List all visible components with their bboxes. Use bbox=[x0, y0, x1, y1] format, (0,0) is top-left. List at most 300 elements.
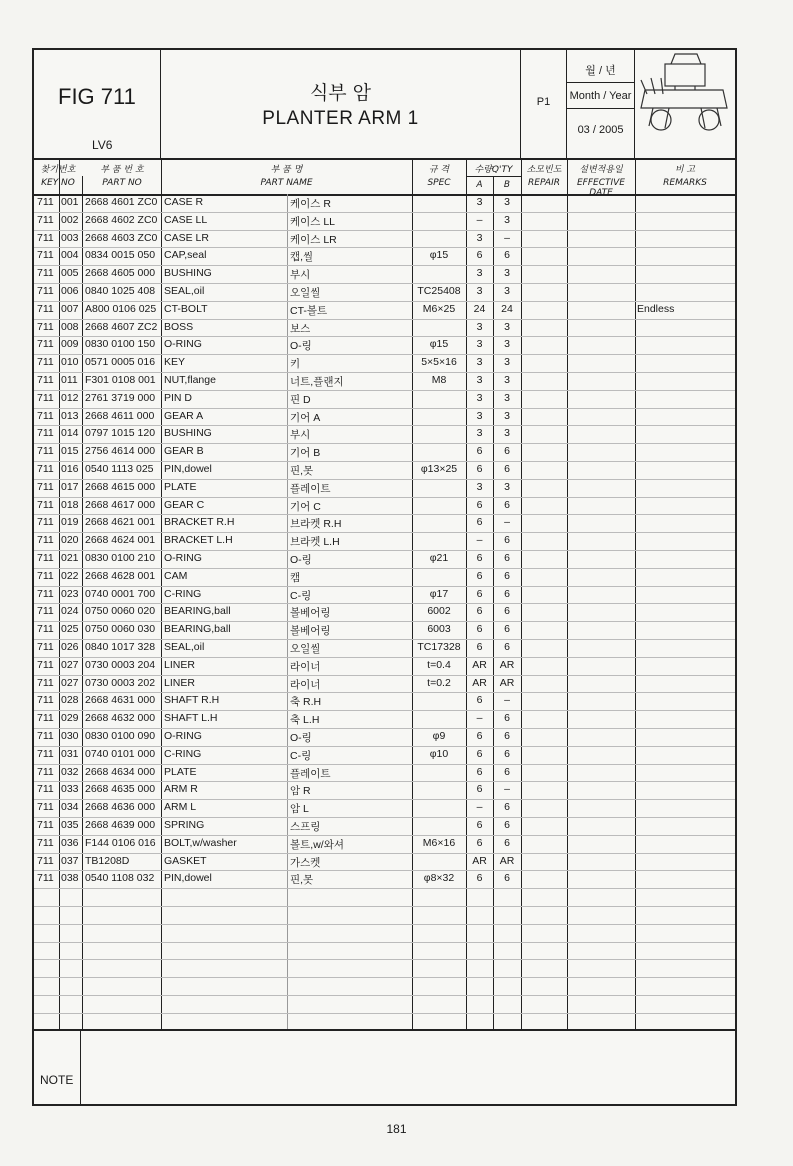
cell-qty-b: 3 bbox=[504, 427, 510, 440]
cell-part-name: PLATE bbox=[164, 480, 197, 493]
cell-qty-a: 6 bbox=[476, 747, 483, 760]
cell-part-name: SEAL,oil bbox=[164, 285, 205, 297]
cell-qty-b: 3 bbox=[504, 374, 510, 386]
table-row bbox=[34, 924, 735, 943]
cell-key: 711 bbox=[37, 552, 54, 564]
cell-part-name-ko: C-링 bbox=[290, 749, 312, 762]
cell-key-sub: 004 bbox=[61, 249, 79, 262]
cell-qty-a: 3 bbox=[476, 196, 483, 208]
cell-key-sub: 031 bbox=[61, 747, 79, 760]
cell-part-name-ko: 브라켓 R.H bbox=[290, 518, 342, 531]
cell-qty-b: 3 bbox=[504, 356, 510, 369]
cell-qty-a: AR bbox=[472, 658, 487, 671]
cell-part-name-ko: 라이너 bbox=[290, 660, 321, 673]
cell-part-name: O-RING bbox=[164, 730, 202, 742]
cell-part-name: C-RING bbox=[164, 747, 202, 760]
cell-qty-a: 3 bbox=[476, 267, 483, 280]
cell-qty-b: 6 bbox=[504, 445, 510, 458]
cell-qty-b: – bbox=[504, 231, 510, 244]
cell-part-no: 0834 0015 050 bbox=[85, 249, 156, 262]
cell-qty-a: 6 bbox=[476, 569, 483, 582]
cell-key: 711 bbox=[37, 872, 54, 885]
cell-part-no: 2761 3719 000 bbox=[85, 391, 156, 404]
cell-part-no: 0730 0003 202 bbox=[85, 676, 156, 689]
cell-part-name-ko: CT-볼트 bbox=[290, 304, 328, 317]
cell-remarks: Endless bbox=[637, 302, 675, 315]
cell-part-name-ko: 케이스 R bbox=[290, 198, 331, 210]
cell-qty-b: 6 bbox=[504, 641, 510, 653]
title-english: PLANTER ARM 1 bbox=[262, 108, 419, 129]
cell-part-no: 0750 0060 020 bbox=[85, 605, 156, 618]
table-row bbox=[34, 870, 735, 889]
cell-spec: M6×25 bbox=[422, 302, 456, 315]
cell-spec: M8 bbox=[431, 374, 447, 386]
cell-part-no: 0540 1108 032 bbox=[85, 872, 155, 885]
cell-qty-b: 3 bbox=[504, 391, 510, 404]
cell-qty-a: – bbox=[476, 534, 483, 547]
cell-key: 711 bbox=[37, 498, 54, 511]
cell-key: 711 bbox=[37, 694, 54, 707]
part-name-header-ko: 부 품 명 bbox=[270, 165, 303, 175]
table-row bbox=[34, 550, 735, 569]
cell-spec: φ8×32 bbox=[423, 872, 455, 885]
cell-key: 711 bbox=[37, 302, 54, 315]
cell-key-sub: 005 bbox=[61, 267, 79, 280]
cell-part-name: GEAR A bbox=[164, 409, 204, 422]
repair-header: REPAIR bbox=[528, 178, 560, 188]
cell-qty-a: 6 bbox=[476, 463, 483, 475]
cell-key-sub: 035 bbox=[61, 819, 79, 831]
cell-part-no: 2668 4602 ZC0 bbox=[85, 213, 158, 226]
cell-part-name-ko: O-링 bbox=[290, 340, 312, 353]
cell-part-no: A800 0106 025 bbox=[85, 302, 157, 315]
table-row bbox=[34, 692, 735, 711]
cell-key: 711 bbox=[37, 409, 54, 422]
table-row bbox=[34, 888, 735, 907]
page-box bbox=[521, 50, 567, 158]
cell-spec: 6003 bbox=[427, 623, 451, 636]
cell-key-sub: 021 bbox=[61, 552, 79, 564]
cell-qty-a: 3 bbox=[476, 285, 483, 297]
cell-qty-b: 6 bbox=[504, 623, 510, 636]
cell-key-sub: 008 bbox=[61, 320, 79, 333]
cell-qty-a: 6 bbox=[476, 552, 483, 564]
cell-qty-b: 6 bbox=[504, 605, 510, 618]
table-row bbox=[34, 764, 735, 783]
cell-key-sub: 003 bbox=[61, 231, 79, 244]
cell-spec: 5×5×16 bbox=[421, 356, 457, 369]
cell-qty-b: 6 bbox=[504, 819, 510, 831]
key-no-header: KEY NO bbox=[41, 178, 75, 188]
cell-qty-a: AR bbox=[472, 854, 487, 867]
cell-key-sub: 038 bbox=[61, 872, 79, 885]
cell-part-no: F144 0106 016 bbox=[85, 836, 156, 849]
title-box bbox=[161, 50, 521, 158]
cell-part-name-ko: 브라켓 L.H bbox=[290, 536, 340, 549]
cell-part-name-ko: 볼트,w/와셔 bbox=[290, 838, 344, 851]
cell-part-name: C-RING bbox=[164, 587, 202, 600]
cell-qty-b: 6 bbox=[504, 569, 510, 582]
effective-date-header-ko: 설변적용일 bbox=[579, 165, 623, 175]
part-name-header: PART NAME bbox=[260, 178, 313, 188]
cell-key: 711 bbox=[37, 712, 54, 725]
cell-qty-a: 6 bbox=[476, 587, 483, 600]
cell-qty-b: 6 bbox=[504, 872, 510, 885]
cell-key: 711 bbox=[37, 819, 54, 831]
cell-qty-a: 6 bbox=[476, 623, 483, 636]
cell-qty-a: 6 bbox=[476, 836, 483, 849]
cell-qty-b: 3 bbox=[504, 480, 510, 493]
cell-part-no: 2668 4621 001 bbox=[85, 516, 156, 529]
cell-qty-b: 6 bbox=[504, 747, 510, 760]
cell-part-no: F301 0108 001 bbox=[85, 374, 156, 386]
cell-spec: φ21 bbox=[429, 552, 449, 564]
cell-qty-a: 6 bbox=[476, 694, 483, 707]
cell-key-sub: 015 bbox=[61, 445, 79, 458]
cell-spec: φ15 bbox=[429, 249, 449, 262]
cell-qty-b: 3 bbox=[504, 320, 510, 333]
cell-qty-a: 3 bbox=[476, 391, 483, 404]
cell-key-sub: 029 bbox=[61, 712, 79, 725]
cell-key: 711 bbox=[37, 463, 54, 475]
figure-box bbox=[34, 50, 161, 158]
table-row bbox=[34, 977, 735, 996]
cell-part-name-ko: 기어 C bbox=[290, 500, 321, 513]
rice-transplanter-icon bbox=[635, 50, 735, 158]
cell-part-no: 2668 4634 000 bbox=[85, 765, 156, 778]
spec-header-ko: 규 격 bbox=[428, 165, 450, 175]
cell-key-sub: 012 bbox=[61, 391, 79, 404]
cell-key-sub: 007 bbox=[61, 302, 79, 315]
cell-part-no: 2668 4635 000 bbox=[85, 783, 156, 796]
cell-qty-b: 6 bbox=[504, 801, 510, 814]
part-no-header: PART NO bbox=[102, 178, 142, 188]
table-row bbox=[34, 194, 735, 213]
cell-key: 711 bbox=[37, 516, 54, 529]
cell-qty-a: 6 bbox=[476, 872, 483, 885]
cell-part-no: 2668 4611 000 bbox=[85, 409, 155, 422]
cell-spec: φ9 bbox=[432, 730, 446, 742]
cell-qty-b: 6 bbox=[504, 765, 510, 778]
table-row bbox=[34, 514, 735, 533]
table-row bbox=[34, 586, 735, 605]
cell-part-name-ko: 오일씰 bbox=[290, 643, 321, 655]
cell-part-name-ko: 캠 bbox=[290, 571, 301, 584]
cell-key: 711 bbox=[37, 569, 54, 582]
cell-qty-b: 3 bbox=[504, 267, 510, 280]
cell-part-name-ko: 부시 bbox=[290, 429, 311, 442]
cell-part-name-ko: 너트,플랜지 bbox=[290, 376, 344, 388]
cell-part-no: 2668 4607 ZC2 bbox=[85, 320, 158, 333]
cell-key: 711 bbox=[37, 480, 54, 493]
table-row bbox=[34, 746, 735, 765]
cell-part-name: PIN,dowel bbox=[164, 463, 212, 475]
note-label: NOTE bbox=[40, 1073, 74, 1087]
page-number: 181 bbox=[386, 1122, 407, 1136]
cell-spec: φ15 bbox=[429, 338, 449, 351]
cell-key-sub: 010 bbox=[61, 356, 79, 369]
cell-spec: φ17 bbox=[429, 587, 449, 600]
effective-date-header: EFFECTIVE DATE bbox=[576, 178, 625, 198]
table-row bbox=[34, 621, 735, 640]
cell-key-sub: 027 bbox=[61, 676, 79, 689]
cell-qty-a: 3 bbox=[476, 480, 483, 493]
cell-part-no: 2668 4632 000 bbox=[85, 712, 156, 725]
table-row bbox=[34, 853, 735, 872]
cell-part-name: PIN,dowel bbox=[164, 872, 212, 885]
cell-spec: M6×16 bbox=[422, 836, 456, 849]
model-code: LV6 bbox=[92, 138, 113, 152]
cell-qty-b: 24 bbox=[501, 302, 513, 315]
cell-part-name: BOSS bbox=[164, 320, 194, 333]
cell-part-no: 2668 4631 000 bbox=[85, 694, 156, 707]
cell-part-name-ko: 축 R.H bbox=[290, 696, 322, 709]
cell-key: 711 bbox=[37, 427, 54, 440]
key-no-header-ko: 찾기번호 bbox=[40, 165, 76, 175]
note-section bbox=[34, 1029, 735, 1106]
cell-part-no: 0740 0101 000 bbox=[85, 747, 156, 760]
table-row bbox=[34, 942, 735, 961]
cell-part-name: SPRING bbox=[164, 819, 205, 831]
page-code: P1 bbox=[536, 96, 551, 108]
cell-qty-a: 3 bbox=[476, 338, 483, 351]
cell-qty-a: 6 bbox=[476, 498, 483, 511]
cell-key: 711 bbox=[37, 605, 54, 618]
cell-part-name: BEARING,ball bbox=[164, 623, 231, 636]
table-row bbox=[34, 408, 735, 427]
remarks-header-ko: 비 고 bbox=[674, 165, 696, 175]
cell-key: 711 bbox=[37, 267, 54, 280]
cell-qty-b: 3 bbox=[504, 196, 510, 208]
cell-key: 711 bbox=[37, 231, 54, 244]
cell-part-name-ko: 핀,못 bbox=[290, 465, 314, 477]
cell-key-sub: 022 bbox=[61, 569, 79, 582]
table-row bbox=[34, 230, 735, 249]
cell-part-name: BRACKET R.H bbox=[164, 516, 235, 529]
cell-qty-b: 6 bbox=[504, 249, 510, 262]
sheet-header bbox=[34, 50, 735, 160]
cell-key-sub: 002 bbox=[61, 213, 79, 226]
cell-key: 711 bbox=[37, 445, 54, 458]
cell-part-no: 2668 4605 000 bbox=[85, 267, 156, 280]
cell-key: 711 bbox=[37, 747, 54, 760]
table-row bbox=[34, 425, 735, 444]
cell-part-name: GASKET bbox=[164, 854, 207, 867]
cell-part-name-ko: 암 R bbox=[290, 785, 311, 798]
cell-part-name-ko: 볼베어링 bbox=[290, 625, 331, 638]
cell-key-sub: 027 bbox=[61, 658, 79, 671]
cell-part-name-ko: 플레이트 bbox=[290, 767, 331, 780]
cell-key: 711 bbox=[37, 285, 54, 297]
cell-part-name: BRACKET L.H bbox=[164, 534, 233, 547]
cell-part-name: LINER bbox=[164, 658, 195, 671]
cell-qty-a: 3 bbox=[476, 356, 483, 369]
cell-part-name-ko: 키 bbox=[290, 358, 301, 371]
cell-qty-a: 24 bbox=[473, 302, 486, 315]
cell-part-no: 0750 0060 030 bbox=[85, 623, 156, 636]
cell-key-sub: 011 bbox=[61, 374, 78, 386]
cell-part-no: 0830 0100 210 bbox=[85, 552, 156, 564]
table-row bbox=[34, 995, 735, 1014]
cell-part-name-ko: 기어 B bbox=[290, 447, 321, 460]
cell-key: 711 bbox=[37, 196, 54, 208]
cell-qty-a: 6 bbox=[476, 641, 483, 653]
cell-key-sub: 009 bbox=[61, 338, 79, 351]
cell-qty-a: – bbox=[476, 213, 483, 226]
table-row bbox=[34, 799, 735, 818]
cell-key-sub: 001 bbox=[61, 196, 79, 208]
table-row bbox=[34, 443, 735, 462]
cell-qty-a: 6 bbox=[476, 783, 483, 796]
cell-key: 711 bbox=[37, 587, 54, 600]
cell-part-name: ARM R bbox=[164, 783, 198, 796]
cell-spec: φ10 bbox=[429, 747, 449, 760]
cell-key: 711 bbox=[37, 213, 54, 226]
cell-key-sub: 019 bbox=[61, 516, 79, 529]
cell-part-name: CAP,seal bbox=[164, 249, 207, 262]
cell-key: 711 bbox=[37, 730, 54, 742]
cell-qty-b: 3 bbox=[504, 213, 510, 226]
cell-spec: φ13×25 bbox=[420, 463, 458, 475]
cell-part-name: CASE LL bbox=[164, 213, 208, 226]
cell-spec: TC17328 bbox=[417, 641, 461, 653]
cell-key: 711 bbox=[37, 623, 54, 636]
table-row bbox=[34, 247, 735, 266]
cell-part-name: LINER bbox=[164, 676, 195, 689]
cell-qty-b: AR bbox=[499, 854, 515, 867]
table-row bbox=[34, 479, 735, 498]
cell-key-sub: 036 bbox=[61, 836, 79, 849]
table-row bbox=[34, 265, 735, 284]
cell-part-name: BUSHING bbox=[164, 427, 212, 440]
cell-key: 711 bbox=[37, 338, 54, 351]
cell-part-no: 0540 1113 025 bbox=[85, 463, 154, 475]
table-row bbox=[34, 372, 735, 391]
cell-key: 711 bbox=[37, 658, 54, 671]
cell-part-name-ko: 보스 bbox=[290, 322, 311, 335]
cell-key: 711 bbox=[37, 320, 54, 333]
cell-key-sub: 030 bbox=[61, 730, 79, 742]
cell-part-no: 2668 4601 ZC0 bbox=[85, 196, 158, 208]
cell-part-no: 2668 4628 001 bbox=[85, 569, 156, 582]
cell-part-name: CASE R bbox=[164, 196, 204, 208]
table-row bbox=[34, 212, 735, 231]
cell-qty-b: 6 bbox=[504, 463, 510, 475]
cell-key: 711 bbox=[37, 374, 54, 386]
cell-part-name-ko: C-링 bbox=[290, 589, 312, 602]
cell-part-name-ko: 볼베어링 bbox=[290, 607, 331, 620]
cell-qty-a: – bbox=[476, 801, 483, 814]
cell-part-name: GEAR B bbox=[164, 445, 204, 458]
table-row bbox=[34, 639, 735, 658]
qty-a-header: A bbox=[476, 180, 483, 190]
cell-key: 711 bbox=[37, 356, 54, 369]
cell-part-name: PIN D bbox=[164, 391, 193, 404]
cell-spec: t=0.2 bbox=[427, 676, 451, 689]
cell-key-sub: 025 bbox=[61, 623, 79, 636]
cell-part-no: 2668 4624 001 bbox=[85, 534, 156, 547]
cell-part-no: 0740 0001 700 bbox=[85, 587, 156, 600]
cell-key: 711 bbox=[37, 783, 54, 796]
repair-header-ko: 소모빈도 bbox=[526, 165, 562, 175]
cell-part-no: 2756 4614 000 bbox=[85, 445, 156, 458]
cell-spec: 6002 bbox=[427, 605, 451, 618]
cell-part-name: GEAR C bbox=[164, 498, 205, 511]
cell-part-name-ko: 가스켓 bbox=[290, 856, 321, 869]
cell-key-sub: 026 bbox=[61, 641, 79, 653]
cell-key: 711 bbox=[37, 676, 54, 689]
part-no-header-ko: 부 품 번 호 bbox=[100, 165, 144, 175]
cell-qty-b: 6 bbox=[504, 498, 510, 511]
cell-key-sub: 033 bbox=[61, 783, 79, 796]
cell-qty-b: 6 bbox=[504, 712, 510, 725]
cell-part-name-ko: 기어 A bbox=[290, 411, 321, 424]
table-row bbox=[34, 336, 735, 355]
cell-qty-b: 3 bbox=[504, 338, 510, 351]
cell-key-sub: 013 bbox=[61, 409, 79, 422]
cell-key-sub: 034 bbox=[61, 801, 79, 814]
cell-part-name-ko: 케이스 LR bbox=[290, 233, 337, 246]
cell-part-no: 0840 1025 408 bbox=[85, 285, 156, 297]
cell-spec: t=0.4 bbox=[427, 658, 451, 671]
cell-qty-a: 3 bbox=[476, 374, 483, 386]
cell-part-no: 2668 4636 000 bbox=[85, 801, 156, 814]
qty-b-header: B bbox=[503, 180, 511, 190]
cell-part-no: 2668 4603 ZC0 bbox=[85, 231, 158, 244]
cell-key: 711 bbox=[37, 534, 54, 547]
cell-qty-b: AR bbox=[499, 658, 515, 671]
cell-qty-b: 6 bbox=[504, 587, 510, 600]
cell-part-name-ko: 축 L.H bbox=[290, 714, 320, 727]
cell-part-name: CASE LR bbox=[164, 231, 209, 244]
cell-part-name: CAM bbox=[164, 569, 188, 582]
title-korean: 식부 암 bbox=[309, 82, 372, 104]
cell-key-sub: 016 bbox=[61, 463, 79, 475]
cell-key: 711 bbox=[37, 765, 54, 778]
table-row bbox=[34, 301, 735, 320]
cell-qty-a: 6 bbox=[476, 249, 483, 262]
cell-part-no: 2668 4617 000 bbox=[85, 498, 156, 511]
cell-qty-a: 3 bbox=[476, 409, 483, 422]
cell-part-name: ARM L bbox=[164, 801, 197, 814]
table-row bbox=[34, 497, 735, 516]
table-row bbox=[34, 390, 735, 409]
table-row bbox=[34, 657, 735, 676]
cell-key-sub: 024 bbox=[61, 605, 79, 618]
date-label-korean: 월 / 년 bbox=[585, 65, 616, 77]
cell-part-name-ko: O-링 bbox=[290, 732, 312, 744]
cell-key: 711 bbox=[37, 249, 54, 262]
cell-key-sub: 018 bbox=[61, 498, 79, 511]
table-row bbox=[34, 710, 735, 729]
table-row bbox=[34, 354, 735, 373]
cell-key-sub: 032 bbox=[61, 765, 79, 778]
cell-qty-a: 3 bbox=[476, 231, 483, 244]
cell-part-name-ko: 캡,씰 bbox=[290, 251, 314, 264]
cell-qty-b: 3 bbox=[504, 285, 510, 297]
cell-qty-a: 6 bbox=[476, 819, 483, 831]
cell-qty-a: 6 bbox=[476, 516, 483, 529]
cell-spec: TC25408 bbox=[417, 285, 461, 297]
table-row bbox=[34, 568, 735, 587]
cell-part-name: O-RING bbox=[164, 552, 202, 564]
table-row bbox=[34, 461, 735, 480]
cell-part-name-ko: 케이스 LL bbox=[290, 215, 336, 228]
parts-table bbox=[34, 194, 735, 1029]
table-row bbox=[34, 603, 735, 622]
cell-qty-a: 6 bbox=[476, 730, 483, 742]
cell-qty-a: 6 bbox=[476, 445, 483, 458]
